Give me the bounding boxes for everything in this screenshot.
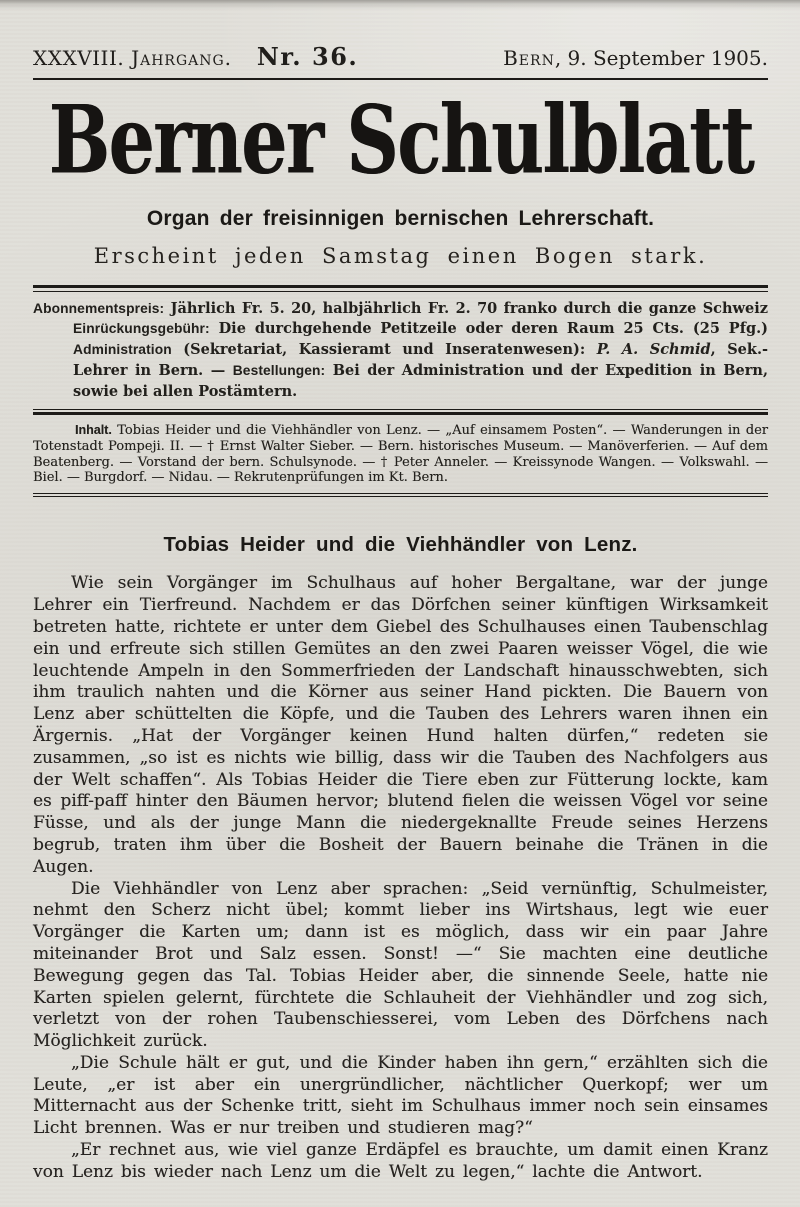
article-paragraph: „Er rechnet aus, wie viel ganze Erdäpfel es brauchte, um damit einen Kranz von Lenz bis wieder nach Lenz um die Welt zu legen,“ lachte die Antwort.	[33, 1140, 768, 1182]
imprint-block	[33, 299, 768, 403]
imprint-administrator-name: P. A. Schmid	[596, 341, 711, 359]
imprint-insertion-fee-text: Die durchgehende Petitzeile oder deren Raum 25 Cts. (25 Pfg.)	[209, 320, 768, 338]
masthead-title: Berner Schulblatt	[48, 84, 753, 196]
issue-header	[33, 0, 768, 71]
masthead-tagline: Erscheint jeden Samstag einen Bogen stark.	[93, 244, 708, 268]
volume-number: XXXVIII.	[33, 46, 125, 70]
issue-number: Nr. 36.	[256, 42, 359, 71]
masthead-subtitle: Organ der freisinnigen bernischen Lehrerschaft.	[146, 207, 655, 230]
imprint-label-administration: Administration	[73, 342, 172, 358]
dateline-date: , 9. September 1905.	[554, 46, 768, 70]
table-of-contents	[33, 423, 768, 485]
imprint-administration-text: (Sekretariat, Kassieramt und Inseratenwesen):	[171, 341, 597, 359]
article-paragraph: Wie sein Vorgänger im Schulhaus auf hoher Bergaltane, war der junge Lehrer ein Tierfreund. Nachdem er das Dörfchen seiner künftigen Wirksamkeit betreten hatte, richtete er unter dem Giebel des Schulhauses einen Taubenschlag ein und erfreute sich stillen Gemütes an den zwei Paaren weisser Vögel, die wie leuchtende Ampeln in den Sommerfrieden der Landschaft hinausschwebten, sich ihm traulich nahten und die Körner aus seiner Hand pickten. Die Bauern von Lenz aber schüttelten die Köpfe, und die Tauben des Lehrers waren ihnen ein Ärgernis. „Hat der Vorgänger keinen Hund halten dürfen,“ redeten sie zusammen, „so ist es nichts wie billig, dass wir die Tauben des Nachfolgers aus der Welt schaffen“. Als Tobias Heider die Tiere eben zur Fütterung lockte, kam es piff-paff hinter den Bäumen hervor; blutend fielen die weissen Vögel vor seine Füsse, und als der junge Mann die niedergeknallte Freude seines Herzens begrub, traten ihm über die Bosheit der Bauern beinahe die Tränen in die Augen.	[33, 573, 768, 877]
imprint-administrator-title: , Sek.-Lehrer in Bern. —	[73, 341, 769, 379]
volume-label	[33, 46, 232, 70]
toc-bottom-rule	[33, 493, 768, 498]
imprint-top-rule	[33, 285, 768, 292]
imprint-bottom-rule	[33, 409, 768, 415]
header-rule	[33, 78, 768, 80]
dateline	[503, 46, 768, 70]
article-paragraph: Die Viehhändler von Lenz aber sprachen: „Seid vernünftig, Schulmeister, nehmt den Scherz nicht übel; kommt lieber ins Wirtshaus, legt wie euer Vorgänger die Karten um; dann ist es möglich, dass wir ein paar Jahre miteinander Brot und Salz essen. Sonst! —“ Sie machten eine deutliche Bewegung gegen das Tal. Tobias Heider aber, die sinnende Seele, hatte nie Karten spielen gelernt, fürchtete die Schlauheit der Viehhändler und zog sich, verletzt von der rohen Taubenschiesserei, vom Leben des Dörfchens nach Möglichkeit zurück.	[33, 878, 768, 1052]
imprint-label-insertion-fee: Einrückungsgebühr:	[73, 321, 210, 337]
masthead	[33, 84, 768, 196]
imprint-subscription-text: Jährlich Fr. 5. 20, halbjährlich Fr. 2. 70 franko durch die ganze Schweiz	[164, 299, 768, 317]
imprint-orders-text: Bei der Administration und der Expedition in Bern, sowie bei allen Postämtern.	[73, 361, 768, 400]
toc-items: Tobias Heider und die Viehhändler von Lenz. — „Auf einsamem Posten“. — Wanderungen in der Totenstadt Pompeji. II. — † Ernst Walter Sieber. — Bern. historisches Museum. — Manöverferien. — Auf dem Beatenberg. — Vorstand der bern. Schulsynode. — † Peter Anneler. — Kreissynode Wangen. — Volkswahl. — Biel. — Burgdorf. — Nidau. — Rekrutenprüfungen im Kt. Bern.	[33, 423, 768, 486]
toc-label: Inhalt.	[75, 423, 112, 438]
article-paragraph: „Die Schule hält er gut, und die Kinder haben ihn gern,“ erzählten sich die Leute, „er ist aber ein unergründlicher, nächtlicher Querkopf; wer um Mitternacht aus der Schenke tritt, sieht im Schulhaus immer noch sein einsames Licht brennen. Was er nur treiben und studieren mag?“	[33, 1052, 768, 1139]
volume-word: Jahrgang.	[131, 46, 233, 70]
imprint-label-subscription: Abonnementspreis:	[33, 300, 165, 316]
article-body	[33, 573, 768, 1183]
dateline-place: Bern	[503, 46, 555, 70]
imprint-label-orders: Bestellungen:	[232, 362, 326, 378]
article-title: Tobias Heider und die Viehhändler von Lenz.	[163, 533, 638, 557]
